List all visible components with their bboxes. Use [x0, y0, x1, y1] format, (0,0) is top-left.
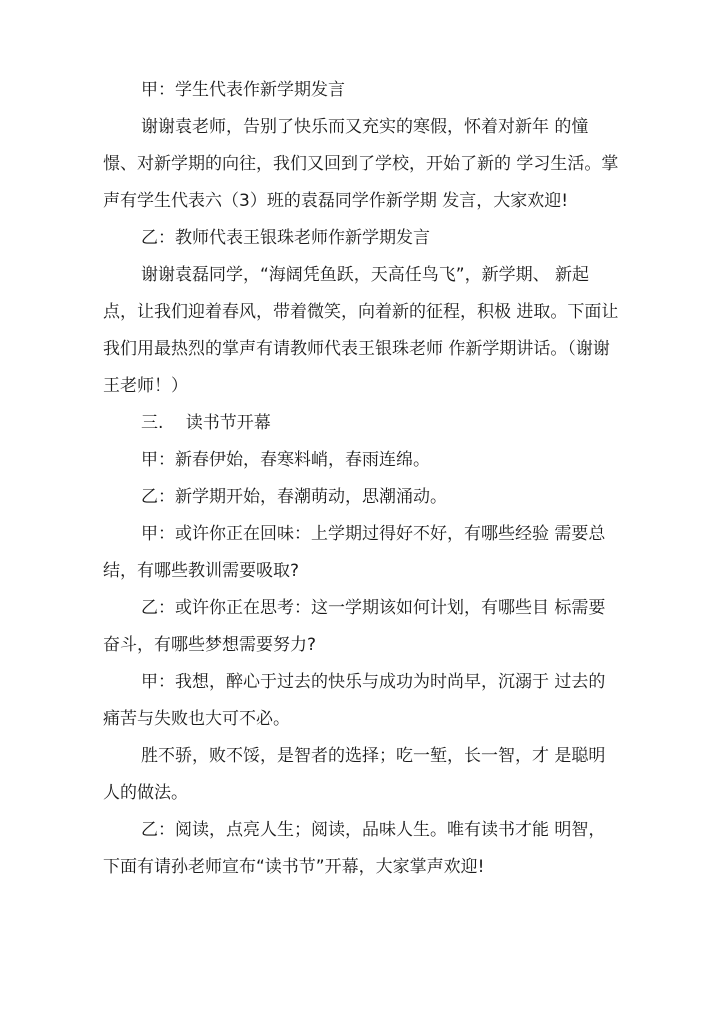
paragraph-dialogue-1: 甲：新春伊始，春寒料峭，春雨连绵。 — [141, 450, 430, 470]
paragraph-dialogue-4: 乙：或许你正在思考：这一学期该如何计划，有哪些目 标需要奋斗，有哪些梦想需要努力? — [103, 598, 606, 655]
paragraph-dialogue-2: 乙：新学期开始，春潮萌动，思潮涌动。 — [141, 487, 447, 507]
paragraph-dialogue-6: 胜不骄，败不馁，是智者的选择；吃一堑，长一智，才 是聪明人的做法。 — [103, 746, 606, 803]
document-body — [103, 72, 621, 886]
paragraph-dialogue-7: 乙：阅读，点亮人生；阅读，品味人生。唯有读书才能 明智，下面有请孙老师宣布“读书节”开幕，大家掌声欢迎! — [103, 820, 606, 877]
paragraph-dialogue-5: 甲：我想，醉心于过去的快乐与成功为时尚早，沉溺于 过去的痛苦与失败也大可不必。 — [103, 672, 606, 729]
section-heading-reading-festival: 三. 读书节开幕 — [141, 413, 271, 433]
paragraph-teacher-intro: 谢谢袁磊同学，“海阔凭鱼跃，天高任鸟飞”，新学期、 新起点，让我们迎着春风，带着微笑，向着新的征程，积极 进取。下面让我们用最热烈的掌声有请教师代表王银珠老师 作新学期讲话。（谢谢王老师！） — [103, 265, 619, 396]
paragraph-dialogue-3: 甲：或许你正在回味：上学期过得好不好，有哪些经验 需要总结，有哪些教训需要吸取? — [103, 524, 606, 581]
paragraph-heading-teacher-speech: 乙：教师代表王银珠老师作新学期发言 — [141, 228, 430, 248]
paragraph-student-intro: 谢谢袁老师，告别了快乐而又充实的寒假，怀着对新年 的憧憬、对新学期的向往，我们又回到了学校，开始了新的 学习生活。掌声有学生代表六（3）班的袁磊同学作新学期 发言，大家欢迎! — [103, 117, 619, 211]
paragraph-heading-student-speech: 甲：学生代表作新学期发言 — [141, 80, 345, 100]
